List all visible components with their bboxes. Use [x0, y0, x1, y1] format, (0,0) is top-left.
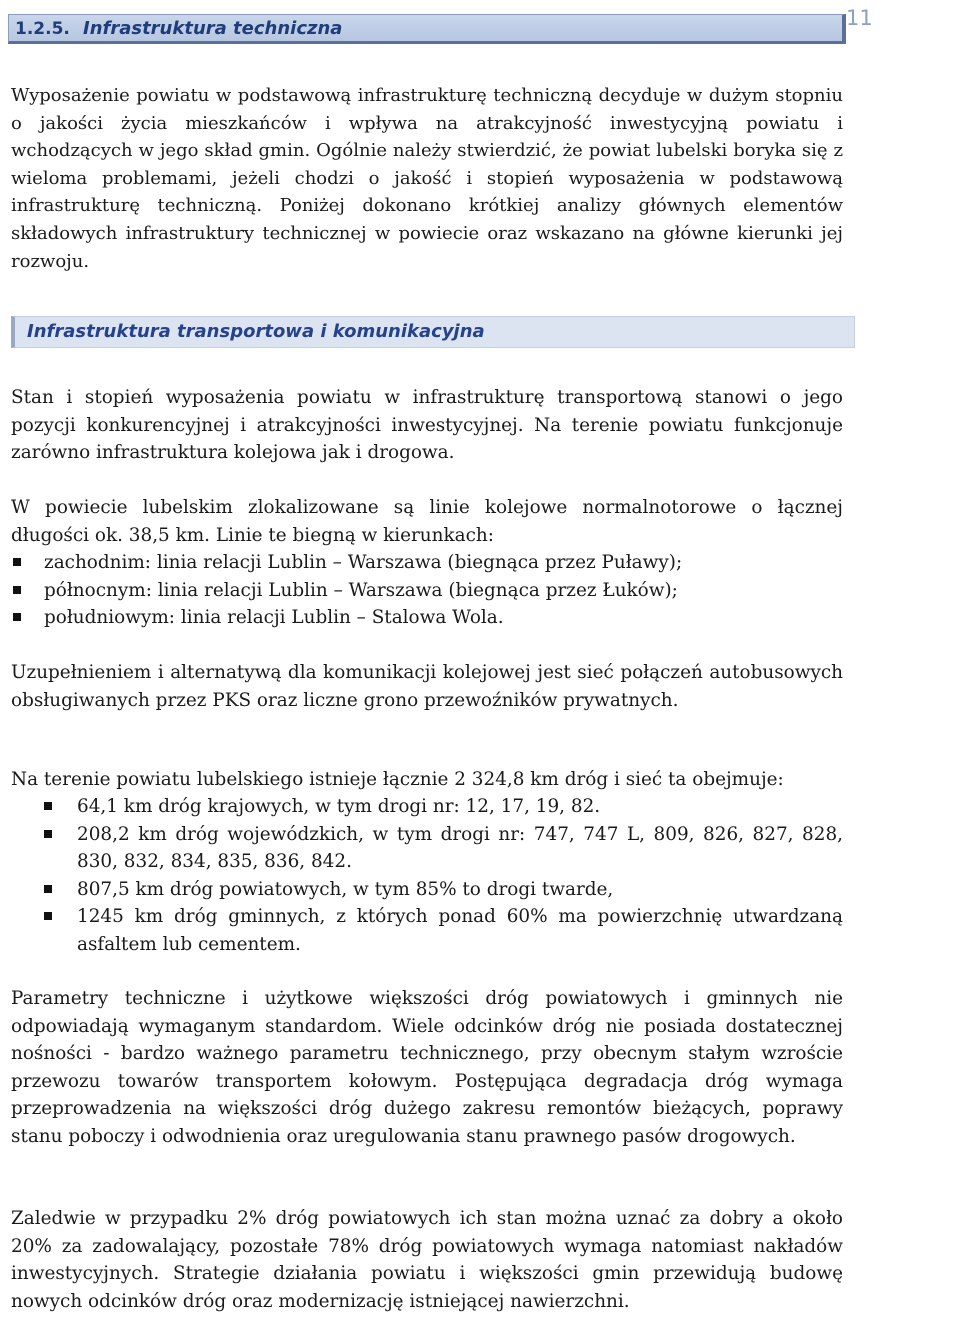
parameters-paragraph: Parametry techniczne i użytkowe większości dróg powiatowych i gminnych nie odpowiadają wymaganym standardom. Wiele odcinków dróg nie posiada dostatecznej nośności - bardzo ważnego parametru technicznego, przy obecnym stałym wzroście przewozu towarów transportem kołowym. Postępująca degradacja dróg wymaga przeprowadzenia na większości dróg dużego zakresu remontów bieżących, poprawy stanu poboczy i odwodnienia oraz uregulowania stanu prawnego pasów drogowych.	[11, 988, 843, 1147]
bus-paragraph: Uzupełnieniem i alternatywą dla komunikacji kolejowej jest sieć połączeń autobusowych obsługiwanych przez PKS oraz liczne grono przewoźników prywatnych.	[11, 662, 843, 711]
bullet-square-icon	[13, 613, 21, 621]
transport-paragraph: Stan i stopień wyposażenia powiatu w infrastrukturę transportową stanowi o jego pozycji konkurencyjnej i atrakcyjności inwestycyjnej. Na terenie powiatu funkcjonuje zarówno infrastruktura kolejowa jak i drogowa.	[11, 387, 843, 463]
bullet-square-icon	[44, 830, 52, 838]
bullet-square-icon	[44, 885, 52, 893]
bullet-square-icon	[13, 586, 21, 594]
list-item: 64,1 km dróg krajowych, w tym drogi nr: 12, 17, 19, 82.	[11, 793, 843, 821]
section-header-bar	[8, 14, 846, 44]
list-item: północnym: linia relacji Lublin – Warszawa (biegnąca przez Łuków);	[11, 577, 843, 605]
list-item: 807,5 km dróg powiatowych, w tym 85% to drogi twarde,	[11, 876, 843, 904]
list-item: południowym: linia relacji Lublin – Stalowa Wola.	[11, 604, 843, 632]
subsection-heading	[11, 316, 855, 348]
list-item: 208,2 km dróg wojewódzkich, w tym drogi nr: 747, 747 L, 809, 826, 827, 828, 830, 832, 834, 835, 836, 842.	[11, 821, 843, 876]
page-number: 11	[846, 6, 873, 30]
section-title: Infrastruktura techniczna	[83, 18, 343, 39]
bullet-square-icon	[13, 558, 21, 566]
roads-list	[11, 793, 843, 958]
rail-paragraph: W powiecie lubelskim zlokalizowane są linie kolejowe normalnotorowe o łącznej długości ok. 38,5 km. Linie te biegną w kierunkach:	[11, 497, 843, 546]
list-item: 1245 km dróg gminnych, z których ponad 60% ma powierzchnię utwardzaną asfaltem lub cementem.	[11, 903, 843, 958]
rail-lines-list	[11, 549, 843, 632]
list-item: zachodnim: linia relacji Lublin – Warszawa (biegnąca przez Puławy);	[11, 549, 843, 577]
bullet-square-icon	[44, 912, 52, 920]
condition-paragraph: Zaledwie w przypadku 2% dróg powiatowych ich stan można uznać za dobry a około 20% za zadowalający, pozostałe 78% dróg powiatowych wymaga natomiast nakładów inwestycyjnych. Strategie działania powiatu i większości gmin przewidują budowę nowych odcinków dróg oraz modernizację istniejącej nawierzchni.	[11, 1208, 843, 1312]
bullet-square-icon	[44, 802, 52, 810]
intro-paragraph: Wyposażenie powiatu w podstawową infrastrukturę techniczną decyduje w dużym stopniu o jakości życia mieszkańców i wpływa na atrakcyjność inwestycyjną powiatu i wchodzących w jego skład gmin. Ogólnie należy stwierdzić, że powiat lubelski boryka się z wieloma problemami, jeżeli chodzi o jakość i stopień wyposażenia w podstawową infrastrukturę techniczną. Poniżej dokonano krótkiej analizy głównych elementów składowych infrastruktury technicznej w powiecie oraz wskazano na główne kierunki jej rozwoju.	[11, 85, 843, 272]
subsection-heading-text: Infrastruktura transportowa i komunikacyjna	[27, 321, 485, 342]
section-number: 1.2.5.	[15, 19, 70, 39]
roads-intro: Na terenie powiatu lubelskiego istnieje łącznie 2 324,8 km dróg i sieć ta obejmuje:	[11, 769, 784, 790]
